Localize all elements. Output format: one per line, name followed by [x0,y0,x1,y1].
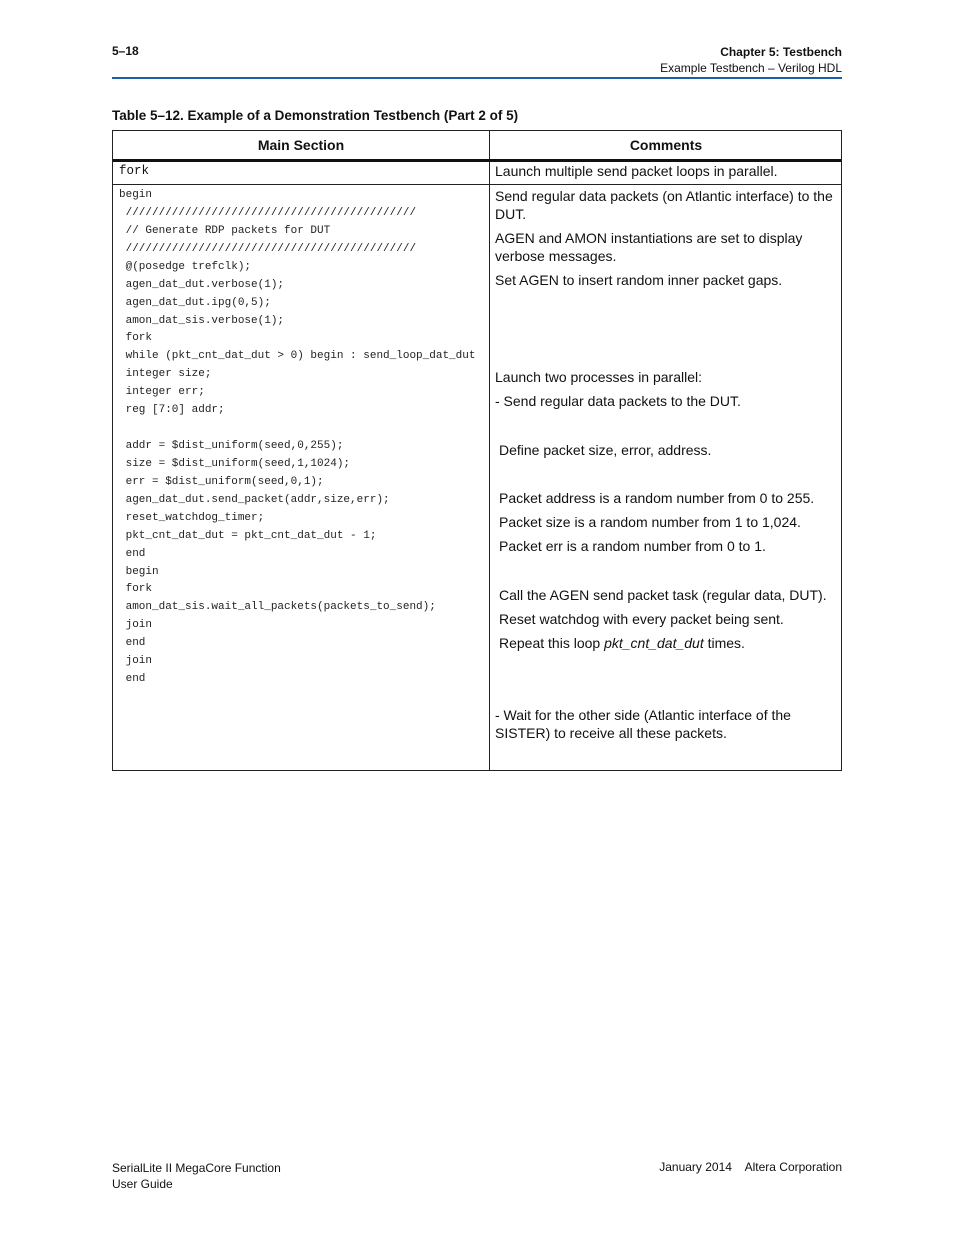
header-rule-thick [113,159,841,162]
comment-send-dut: - Send regular data packets to the DUT. [495,393,741,409]
fork-comment: Launch multiple send packet loops in parallel. [495,163,778,179]
footer-product [112,1160,281,1192]
header-rule [112,77,842,79]
code-line: agen_dat_dut.send_packet(addr,size,err); [119,493,390,506]
repeat-variable: pkt_cnt_dat_dut [604,635,704,651]
comment-gaps: Set AGEN to insert random inner packet gaps. [495,272,783,288]
repeat-prefix: Repeat this loop [499,635,605,651]
footer-product-line2: User Guide [112,1177,173,1191]
code-line: reset_watchdog_timer; [119,511,265,524]
code-line: //////////////////////////////////////////// [119,242,417,255]
table-caption: Table 5–12. Example of a Demonstration Testbench (Part 2 of 5) [112,108,519,123]
section-title: Example Testbench – Verilog HDL [660,61,842,75]
repeat-suffix: times. [703,635,745,651]
comment-size: Packet size is a random number from 1 to 1,024. [499,514,801,530]
running-header [660,44,842,76]
code-line: integer size; [119,368,212,381]
code-line: // Generate RDP packets for DUT [119,224,331,237]
code-line: agen_dat_dut.ipg(0,5); [119,296,271,309]
code-line: err = $dist_uniform(seed,0,1); [119,475,324,488]
header-main-section: Main Section [257,137,345,153]
comment-call-agen: Call the AGEN send packet task (regular data, DUT). [499,587,827,603]
code-line: while (pkt_cnt_dat_dut > 0) begin : send_loop_dat_dut [119,350,476,363]
code-line: size = $dist_uniform(seed,1,1024); [119,457,351,470]
comment-repeat-loop [499,634,839,652]
comment-verbose: AGEN and AMON instantiations are set to display verbose messages. [495,230,803,264]
code-line: begin [119,565,159,578]
testbench-table [112,130,842,771]
footer-product-line1: SerialLite II MegaCore Function [112,1161,281,1175]
code-line: end [119,637,146,650]
comment-define: Define packet size, error, address. [499,442,712,458]
comment-err: Packet err is a random number from 0 to 1. [499,538,766,554]
fork-code: fork [119,164,150,178]
comment-send-regular: Send regular data packets (on Atlantic interface) to the DUT. [495,188,833,222]
code-line: end [119,673,146,686]
row-divider [113,184,841,185]
code-line: amon_dat_sis.verbose(1); [119,314,285,327]
code-line: end [119,547,146,560]
code-line: begin [119,189,153,201]
page-number: 5–18 [112,44,139,58]
code-line: integer err; [119,386,205,399]
chapter-title: Chapter 5: Testbench [720,45,842,59]
comment-launch-two: Launch two processes in parallel: [495,369,703,385]
header-comments: Comments [629,137,703,153]
comment-address: Packet address is a random number from 0 to 255. [499,490,815,506]
code-line: //////////////////////////////////////////// [119,206,417,219]
comment-reset-watchdog: Reset watchdog with every packet being sent. [499,611,784,627]
code-line: join [119,619,153,632]
code-line: fork [119,583,153,596]
code-line: amon_dat_sis.wait_all_packets(packets_to_send); [119,601,436,614]
footer-date-company: January 2014 Altera Corporation [659,1160,842,1174]
comment-wait-sister: - Wait for the other side (Atlantic interface of the SISTER) to receive all these packets. [495,707,791,741]
code-line: pkt_cnt_dat_dut = pkt_cnt_dat_dut - 1; [119,529,377,542]
code-line: fork [119,332,153,345]
code-line: addr = $dist_uniform(seed,0,255); [119,440,344,453]
code-line: reg [7:0] addr; [119,404,225,417]
column-divider [489,131,490,770]
code-line: @(posedge trefclk); [119,260,252,273]
code-line: agen_dat_dut.verbose(1); [119,278,285,291]
code-line: join [119,655,153,668]
